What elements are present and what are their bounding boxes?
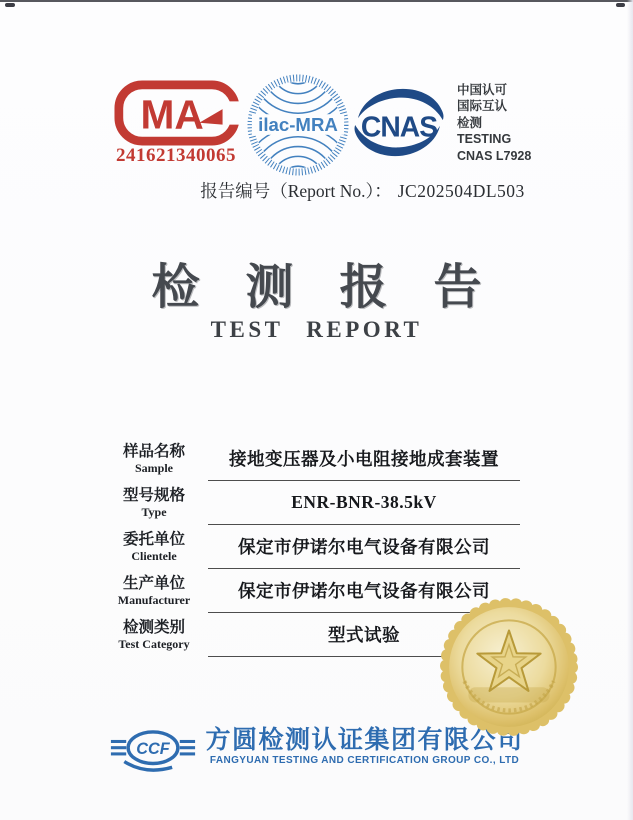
report-number-value: JC202504DL503 — [397, 181, 525, 201]
cnas-icon — [352, 85, 446, 161]
scan-right-edge — [627, 0, 633, 820]
gold-star-seal-icon — [438, 596, 580, 738]
row-label-en: Sample — [134, 461, 173, 475]
ccf-logo-icon — [109, 727, 197, 777]
cma-ma-label: MA — [140, 91, 204, 138]
row-value: ENR-BNR-38.5kV — [208, 481, 520, 525]
row-label-cn: 委托单位 — [122, 531, 185, 548]
footer-company-name-en: FANGYUAN TESTING AND CERTIFICATION GROUP CO., LTD — [209, 755, 520, 766]
row-label — [108, 613, 200, 657]
scan-top-edge — [0, 0, 633, 2]
row-value: 接地变压器及小电阻接地成套装置 — [208, 437, 520, 481]
row-value: 型式试验 — [208, 613, 520, 657]
cma-cert-number: 241621340065 — [116, 145, 236, 166]
row-label-cn: 型号规格 — [122, 487, 185, 504]
row-label-en: Manufacturer — [117, 593, 191, 607]
row-label-en: Clientele — [131, 549, 177, 563]
row-label-cn: 生产单位 — [122, 575, 185, 592]
row-label — [108, 525, 200, 569]
accreditation-text-block — [457, 82, 531, 164]
page-subtitle: TEST REPORT — [210, 317, 423, 342]
accred-line: 中国认可 — [457, 83, 508, 97]
row-label-cn: 样品名称 — [122, 443, 185, 460]
row-label-cn: 检测类别 — [122, 619, 185, 636]
accred-line: TESTING — [457, 132, 512, 147]
report-number-line — [0, 178, 633, 203]
row-label — [108, 569, 200, 613]
row-label — [108, 481, 200, 525]
row-value: 保定市伊诺尔电气设备有限公司 — [208, 569, 520, 613]
page-title: 检测报告 — [151, 261, 528, 314]
table-row — [108, 481, 520, 525]
row-value: 保定市伊诺尔电气设备有限公司 — [208, 525, 520, 569]
ccf-label: CCF — [136, 739, 171, 758]
ilac-mra-label: ilac-MRA — [258, 113, 338, 135]
accred-line: 国际互认 — [457, 99, 508, 114]
row-label-en: Type — [141, 505, 167, 519]
accred-line: 检测 — [457, 115, 483, 130]
scan-speck — [5, 3, 15, 7]
report-number-label: 报告编号（Report No.）： — [200, 181, 392, 201]
ilac-mra-icon — [247, 74, 349, 176]
accred-line: CNAS L7928 — [457, 148, 532, 163]
row-label — [108, 437, 200, 481]
cnas-label: CNAS — [360, 110, 438, 143]
table-row — [108, 437, 520, 481]
table-row — [108, 525, 520, 569]
row-label-en: Test Category — [118, 637, 190, 651]
cma-accreditation-icon — [114, 80, 240, 146]
scan-speck — [616, 3, 625, 7]
footer-company-name-cn: 方圆检测认证集团有限公司 — [205, 726, 524, 754]
